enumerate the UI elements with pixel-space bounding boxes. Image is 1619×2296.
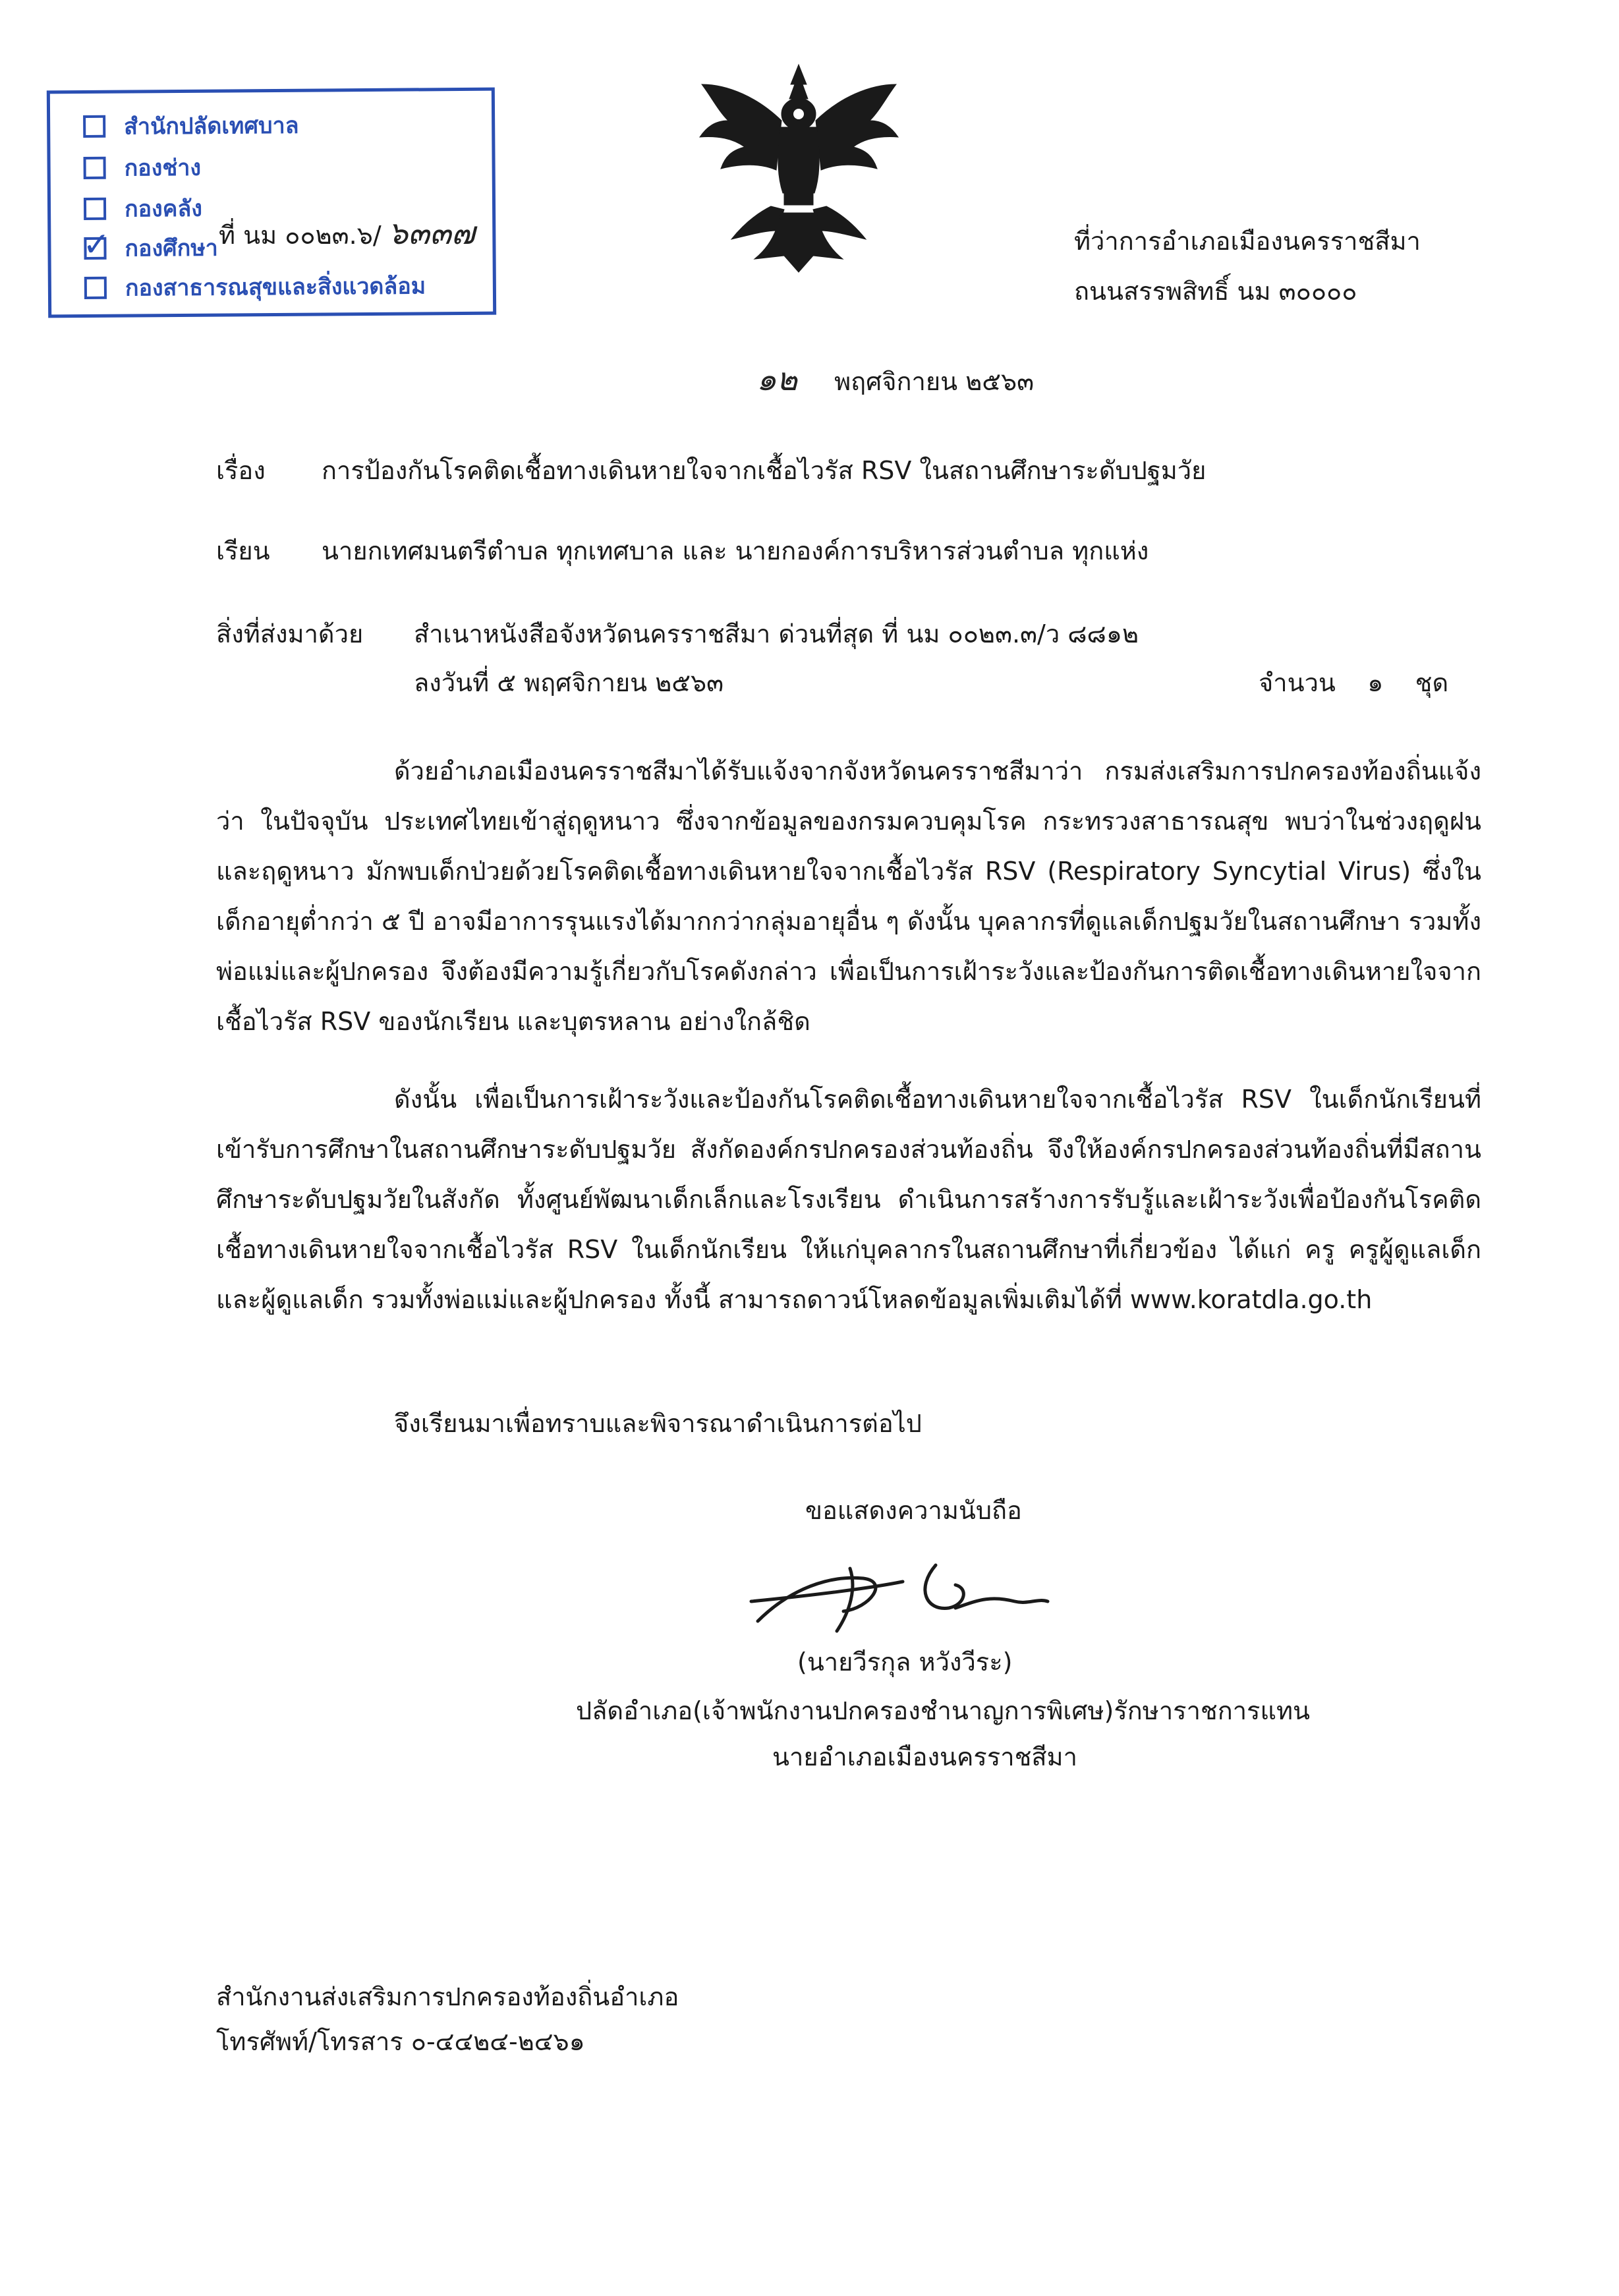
- stamp-item: [82, 225, 218, 265]
- date-day-handwritten: ๑๒: [756, 361, 798, 398]
- enclosure-quantity: จำนวน ๑ ชุด: [1259, 668, 1449, 697]
- distribution-stamp: [47, 88, 496, 318]
- checkbox-icon: [84, 157, 106, 179]
- regards: ขอแสดงความนับถือ: [805, 1496, 1022, 1525]
- signatory-position-2: นายอำเภอเมืองนครราชสีมา: [772, 1742, 1077, 1771]
- stamp-item: [83, 151, 201, 185]
- office-address-line1: ที่ว่าการอำเภอเมืองนครราชสีมา: [1074, 227, 1421, 256]
- footer-phone: โทรศัพท์/โทรสาร ๐-๔๔๒๔-๒๔๖๑: [216, 2027, 585, 2056]
- stamp-item: [84, 192, 202, 225]
- stamp-item-label: กองสาธารณสุขและสิ่งแวดล้อม: [125, 273, 426, 302]
- date-month-year: พฤศจิกายน ๒๕๖๓: [834, 367, 1035, 396]
- footer-office: สำนักงานส่งเสริมการปกครองท้องถิ่นอำเภอ: [216, 1982, 679, 2011]
- recipient-label: เรียน: [216, 536, 270, 565]
- reference-number-text: ที่ นม ๐๐๒๓.๖/: [219, 221, 382, 250]
- stamp-item-label: กองคลัง: [124, 195, 202, 223]
- body-paragraph-1: ด้วยอำเภอเมืองนครราชสีมาได้รับแจ้งจากจังหวัดนครราชสีมาว่า กรมส่งเสริมการปกครองท้องถิ่นแจ้งว่า ในปัจจุบัน ประเทศไทยเข้าสู่ฤดูหนาว ซึ่งจากข้อมูลของกรมควบคุมโรค กระทรวงสาธารณสุข พบว่าในช่วงฤดูฝนและฤดูหนาว มักพบเด็กป่วยด้วยโรคติดเชื้อทางเดินหายใจจากเชื้อไวรัส RSV (Respiratory Syncytial Virus) ซึ่งในเด็กอายุต่ำกว่า ๕ ปี อาจมีอาการรุนแรงได้มากกว่ากลุ่มอายุอื่น ๆ ดังนั้น บุคลากรที่ดูแลเด็กปฐมวัยในสถานศึกษา รวมทั้งพ่อแม่และผู้ปกครอง จึงต้องมีความรู้เกี่ยวกับโรคดังกล่าว เพื่อเป็นการเฝ้าระวังและป้องกันการติดเชื้อทางเดินหายใจจากเชื้อไวรัส RSV ของนักเรียน และบุตรหลาน อย่างใกล้ชิด: [216, 757, 1481, 1036]
- stamp-item: [83, 109, 299, 143]
- signatory-name: (นายวีรกุล หวังวีระ): [797, 1648, 1013, 1677]
- reference-handwritten: ๖๓๓๗: [387, 215, 475, 252]
- checkbox-icon: [84, 277, 107, 299]
- recipient-text: นายกเทศมนตรีตำบล ทุกเทศบาล และ นายกองค์การบริหารส่วนตำบล ทุกแห่ง: [322, 536, 1149, 565]
- stamp-item-label: สำนักปลัดเทศบาล: [124, 112, 299, 140]
- stamp-item-label: กองศึกษา: [125, 235, 218, 262]
- signatory-position: ปลัดอำเภอ(เจ้าพนักงานปกครองชำนาญการพิเศษ)รักษาราชการแทน: [576, 1696, 1310, 1725]
- checkbox-icon: [83, 115, 105, 138]
- subject-text: การป้องกันโรคติดเชื้อทางเดินหายใจจากเชื้อไวรัส RSV ในสถานศึกษาระดับปฐมวัย: [322, 456, 1207, 485]
- letter-date: [756, 361, 1035, 398]
- closing-sentence: จึงเรียนมาเพื่อทราบและพิจารณาดำเนินการต่อไป: [394, 1409, 922, 1438]
- stamp-item: [84, 269, 426, 304]
- garuda-emblem-icon: [692, 58, 906, 275]
- checkbox-icon: [84, 198, 106, 220]
- reference-number: [219, 217, 475, 251]
- subject-label: เรื่อง: [216, 456, 266, 485]
- enclosure-line1: สำเนาหนังสือจังหวัดนครราชสีมา ด่วนที่สุด ที่ นม ๐๐๒๓.๓/ว ๘๘๑๒: [414, 619, 1139, 648]
- body-paragraph-2: ดังนั้น เพื่อเป็นการเฝ้าระวังและป้องกันโรคติดเชื้อทางเดินหายใจจากเชื้อไวรัส RSV ในเด็กนักเรียนที่เข้ารับการศึกษาในสถานศึกษาระดับปฐมวัย สังกัดองค์กรปกครองส่วนท้องถิ่น จึงให้องค์กรปกครองส่วนท้องถิ่นที่มีสถานศึกษาระดับปฐมวัยในสังกัด ทั้งศูนย์พัฒนาเด็กเล็กและโรงเรียน ดำเนินการสร้างการรับรู้และเฝ้าระวังเพื่อป้องกันโรคติดเชื้อทางเดินหายใจจากเชื้อไวรัส RSV ในเด็กนักเรียน ให้แก่บุคลากรในสถานศึกษาที่เกี่ยวข้อง ได้แก่ ครู ครูผู้ดูแลเด็ก และผู้ดูแลเด็ก รวมทั้งพ่อแม่และผู้ปกครอง ทั้งนี้ สามารถดาวน์โหลดข้อมูลเพิ่มเติมได้ที่ www.koratdla.go.th: [216, 1085, 1481, 1314]
- signature-image: [738, 1549, 1054, 1634]
- enclosure-label: สิ่งที่ส่งมาด้วย: [216, 619, 364, 648]
- enclosure-line2: ลงวันที่ ๕ พฤศจิกายน ๒๕๖๓: [414, 668, 724, 697]
- stamp-item-label: กองช่าง: [124, 154, 202, 182]
- checked-checkbox-icon: ✓: [82, 225, 111, 264]
- office-address-line2: ถนนสรรพสิทธิ์ นม ๓๐๐๐๐: [1074, 277, 1357, 306]
